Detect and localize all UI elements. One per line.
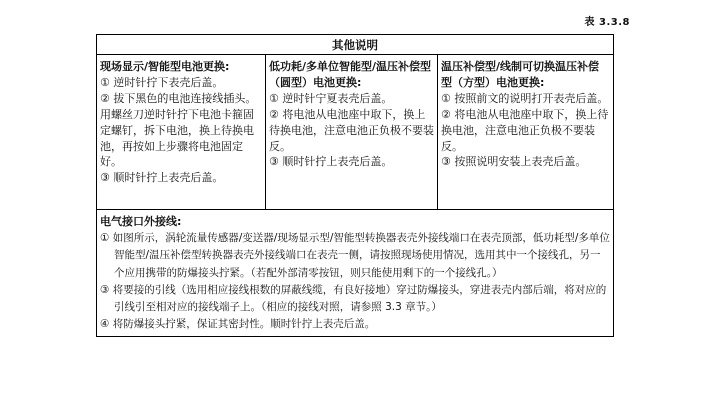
step-text: ② 将电池从电池座中取下，换上待换电池，注意电池正负极不要装反。 [269,107,434,153]
column-title: 现场显示/智能型电池更换: [100,60,230,73]
wiring-row [97,210,613,336]
wiring-step: ④ 将防爆接头拧紧，保证其密封性。顺时针拧上表壳后盖。 [100,318,376,331]
column-title: 温压补偿型/线制可切换温压补偿型（方型）电池更换: [441,60,600,89]
wiring-step: ① 如图所示，涡轮流量传感器/变送器/现场显示型/智能型转换器表壳外接线端口在表壳顶部，低功耗型/多单位智能型/温压补偿型转换器表壳外接线端口在表壳一侧，请按照现场使用情况，选用其中一个接线孔，另一个应用携带的防爆接头拧紧。（若配外部清零按钮，则只能使用剩下的一个接线孔。） [100,232,610,279]
step-text: ② 将电池从电池座中取下，换上待换电池，注意电池正负极不要装反。 [441,107,609,153]
step-text: ③ 顺时针拧上表壳后盖。 [269,155,393,169]
other-instructions-table [96,34,614,337]
battery-replacement-row [97,55,613,210]
step-text: ① 逆时针宁夏表壳后盖。 [269,91,393,105]
step-text: ③ 按照说明安装上表壳后盖。 [441,155,587,169]
table-header: 其他说明 [97,35,613,55]
battery-column-compensation-square [437,55,613,209]
column-title: 低功耗/多单位智能型/温压补偿型（圆型）电池更换: [269,60,432,89]
battery-column-display-smart [97,55,265,209]
step-text: ① 按照前文的说明打开表壳后盖。 [441,91,609,105]
step-text: ① 逆时针拧下表壳后盖。 [100,75,224,89]
table-label: 表 3.3.8 [584,17,630,28]
wiring-title: 电气接口外接线: [100,215,182,228]
step-text: ③ 顺时针拧上表壳后盖。 [100,171,224,185]
step-text: ② 拔下黑色的电池连接线插头。用螺丝刀逆时针拧下电池卡箍固定螺钉，拆下电池，换上待换电池，再按如上步骤将电池固定好。 [100,91,257,169]
battery-column-low-power-round [265,55,437,209]
wiring-step: ③ 将要接的引线（选用相应接线根数的屏蔽线缆，有良好接地）穿过防爆接头，穿进表壳内部后端，将对应的引线引至相对应的接线端子上。（相应的接线对照，请参照 3.3 章节。） [100,283,607,314]
